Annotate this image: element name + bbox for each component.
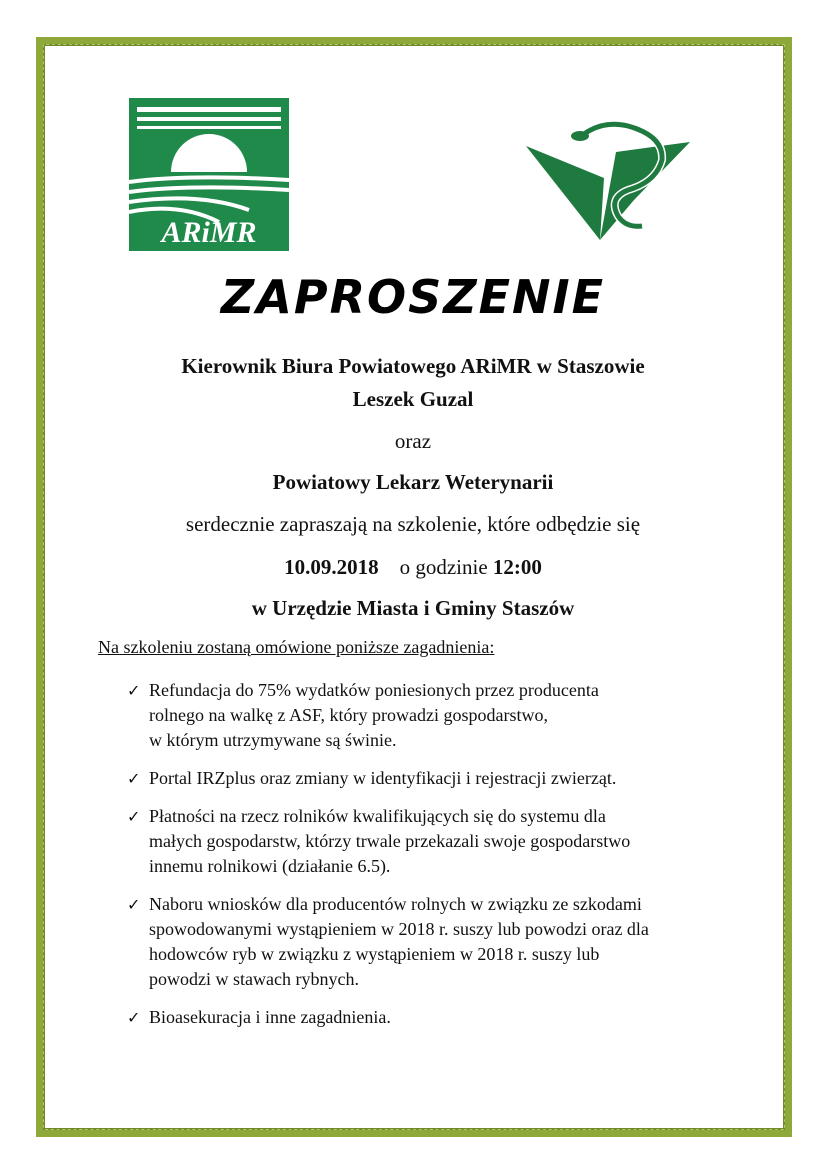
topic-item [127,766,747,791]
topic-item [127,1005,747,1030]
topic-line: rolnego na walkę z ASF, który prowadzi gospodarstwo, [149,705,548,725]
topic-item [127,804,747,879]
topic-line: Portal IRZplus oraz zmiany w identyfikacji i rejestracji zwierząt. [149,768,617,788]
page-title: ZAPROSZENIE [220,270,606,324]
topic-line: Refundacja do 75% wydatków poniesionych przez producenta [149,680,599,700]
topics-intro-text: Na szkoleniu zostaną omówione poniższe zagadnienia [98,637,490,657]
topic-line: Naboru wniosków dla producentów rolnych w związku ze szkodami [149,894,642,914]
arimr-logo [129,98,289,251]
host1-name: Leszek Guzal [352,387,474,411]
event-date: 10.09.2018 [284,555,379,579]
topic-line: innemu rolnikowi (działanie 6.5). [149,856,391,876]
veterinary-logo [524,116,692,241]
checkmark-icon: ✓ [127,807,141,826]
conjunction-text: oraz [394,429,432,453]
time-prefix: o godzinie [399,555,488,579]
topics-intro [98,637,494,658]
checkmark-icon: ✓ [127,895,141,914]
topic-line: Bioasekuracja i inne zagadnienia. [149,1007,391,1027]
topic-item [127,678,747,753]
invite-line: serdecznie zapraszają na szkolenie, które odbędzie się [185,512,641,536]
topic-line: w którym utrzymywane są świnie. [149,730,397,750]
topics-intro-colon: : [489,637,495,657]
checkmark-icon: ✓ [127,1008,141,1027]
topic-item [127,892,747,992]
host2-line: Powiatowy Lekarz Weterynarii [272,470,554,494]
event-time: 12:00 [492,555,542,579]
topics-list [127,678,747,1043]
event-place: w Urzędzie Miasta i Gminy Staszów [251,596,575,620]
date-time-line [0,555,826,580]
topic-line: Płatności na rzecz rolników kwalifikujących się do systemu dla [149,806,606,826]
host1-line: Kierownik Biura Powiatowego ARiMR w Staszowie [181,354,645,378]
arimr-logo-text: ARiMR [161,216,257,249]
checkmark-icon: ✓ [127,681,141,700]
checkmark-icon: ✓ [127,769,141,788]
topic-line: spowodowanymi wystąpieniem w 2018 r. suszy lub powodzi oraz dla [149,919,649,939]
topic-line: małych gospodarstw, którzy trwale przekazali swoje gospodarstwo [149,831,631,851]
topic-line: powodzi w stawach rybnych. [149,969,359,989]
topic-line: hodowców ryb w związku z wystąpieniem w 2018 r. suszy lub [149,944,600,964]
